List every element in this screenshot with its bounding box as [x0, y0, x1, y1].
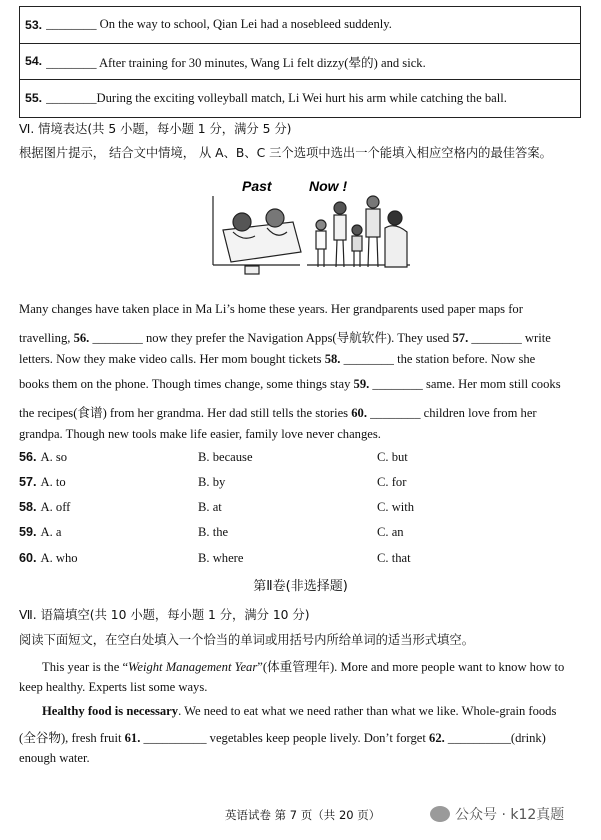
table-row	[20, 44, 580, 81]
section-7-instruction: 阅读下面短文，在空白处填入一个恰当的单词或用括号内所给单词的适当形式填空。	[19, 633, 474, 647]
option-c: C. for	[377, 475, 407, 489]
passage-line: travelling, 56. ________ now they prefer the Navigation Apps(导航软件). They used 57. ________ write	[19, 331, 551, 345]
option-b: B. the	[198, 525, 229, 539]
section-6-heading: Ⅵ. 情境表达(共 5 小题，每小题 1 分，满分 5 分)	[19, 122, 292, 136]
blank-number: 57.	[452, 331, 469, 345]
option-a: A. a	[40, 525, 62, 539]
bold-heading: Healthy food is necessary	[42, 704, 179, 718]
passage-line: grandpa. Though new tools make life easier, family love never changes.	[19, 427, 381, 441]
section-6-instruction: 根据图片提示， 结合文中情境， 从 A、B、C 三个选项中选出一个能填入相应空格内的最佳答案。	[19, 146, 552, 160]
table-row	[20, 80, 580, 117]
question-number: 54.	[25, 54, 43, 69]
passage-line: Many changes have taken place in Ma Li’s home these years. Her grandparents used paper maps for	[19, 302, 523, 316]
option-a: A. so	[40, 450, 68, 464]
option-row: 60. A. who	[19, 551, 78, 565]
table-row	[20, 7, 580, 44]
option-row: 57. A. to	[19, 475, 66, 489]
option-b: B. where	[198, 551, 244, 565]
option-a: A. who	[40, 551, 78, 565]
page-footer: 英语试卷 第 7 页（共 20 页）	[225, 808, 381, 822]
option-a: A. off	[40, 500, 71, 514]
part-2-title: 第Ⅱ卷(非选择题)	[253, 579, 348, 594]
blank-number: 60.	[351, 406, 367, 420]
question-text: ________During the exciting volleyball match, Li Wei hurt his arm while catching the ball.	[46, 90, 507, 105]
blank-number: 62.	[429, 731, 445, 745]
option-c: C. an	[377, 525, 404, 539]
paragraph-line: This year is the “Weight Management Year”(体重管理年). More and more people want to know how to	[42, 660, 565, 674]
option-row: 56. A. so	[19, 450, 68, 464]
paragraph-line: Healthy food is necessary. We need to eat what we need rather than what we like. Whole-grain foods	[42, 704, 557, 718]
option-row: 59. A. a	[19, 525, 62, 539]
paragraph-line: (全谷物), fresh fruit 61. __________ vegetables keep people lively. Don’t forget 62. __________(drink)	[19, 731, 546, 745]
blank-number: 61.	[124, 731, 141, 745]
blank-number: 59.	[353, 377, 370, 391]
paragraph-line: keep healthy. Experts list some ways.	[19, 680, 208, 694]
passage-line: the recipes(食谱) from her grandma. Her dad still tells the stories 60. ________ children love from her	[19, 406, 537, 420]
now-label: Now !	[309, 178, 348, 194]
option-row: 58. A. off	[19, 500, 71, 514]
option-b: B. because	[198, 450, 253, 464]
past-label: Past	[242, 178, 272, 194]
option-c: C. but	[377, 450, 408, 464]
option-b: B. by	[198, 475, 226, 489]
option-c: C. that	[377, 551, 411, 565]
blank-number: 58.	[324, 352, 341, 366]
past-now-illustration	[205, 170, 415, 285]
question-number: 55.	[25, 91, 43, 106]
italic-term: Weight Management Year	[128, 660, 258, 674]
option-c: C. with	[377, 500, 415, 514]
passage-line: books them on the phone. Though times change, some things stay 59. ________ same. Her mom still cooks	[19, 377, 561, 391]
blank-number: 56.	[73, 331, 90, 345]
now-scene	[307, 196, 410, 267]
question-text: ________ After training for 30 minutes, Wang Li felt dizzy(晕的) and sick.	[46, 55, 426, 70]
answer-table	[19, 6, 581, 118]
past-scene	[213, 196, 301, 274]
wechat-icon	[430, 806, 450, 822]
question-number: 53.	[25, 17, 43, 32]
watermark: 公众号 · k12真题	[430, 804, 564, 824]
passage-line: letters. Now they make video calls. Her mom bought tickets 58. ________ the station before. Now she	[19, 352, 536, 366]
section-7-heading: Ⅶ. 语篇填空(共 10 小题，每小题 1 分，满分 10 分)	[19, 608, 310, 622]
paragraph-line: enough water.	[19, 751, 90, 765]
question-text: ________ On the way to school, Qian Lei had a nosebleed suddenly.	[46, 17, 392, 32]
option-b: B. at	[198, 500, 222, 514]
option-a: A. to	[40, 475, 66, 489]
